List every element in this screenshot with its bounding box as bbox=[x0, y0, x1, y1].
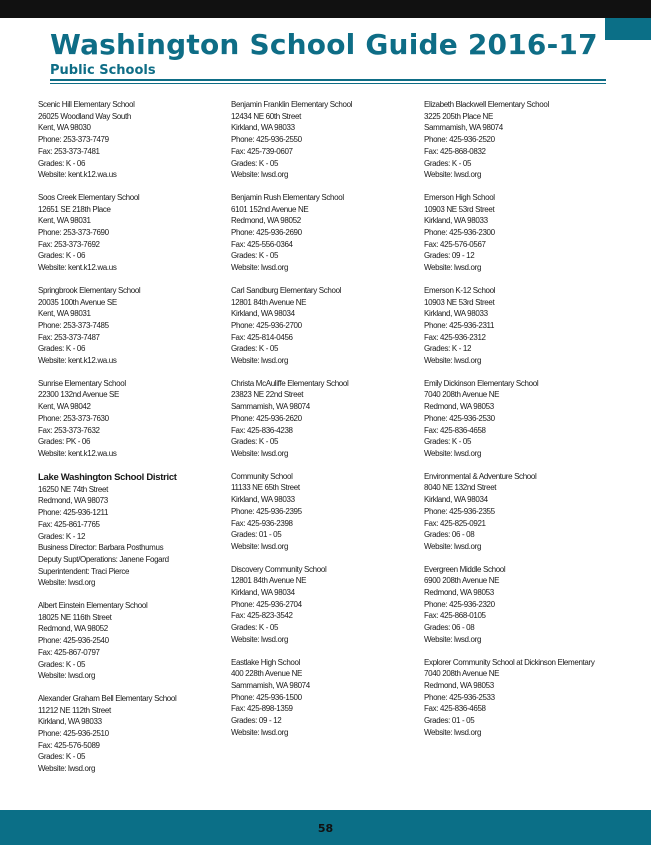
entry-detail-line: Grades: K - 12 bbox=[38, 531, 86, 541]
district-entry bbox=[38, 471, 228, 589]
school-entry bbox=[424, 99, 614, 181]
entry-detail-line: Website: lwsd.org bbox=[231, 170, 289, 180]
entry-detail-line: Redmond, WA 98053 bbox=[424, 680, 494, 690]
school-entry bbox=[231, 285, 421, 367]
entry-detail-line: Fax: 425-814-0456 bbox=[231, 332, 293, 342]
entry-detail-line: Redmond, WA 98052 bbox=[231, 216, 301, 226]
school-entry bbox=[424, 192, 614, 274]
entry-detail-line: Fax: 425-825-0921 bbox=[424, 518, 486, 528]
entry-detail-line: Kirkland, WA 98033 bbox=[424, 309, 488, 319]
entry-detail-line: Grades: K - 06 bbox=[38, 344, 86, 354]
entry-detail-line: 20035 100th Avenue SE bbox=[38, 297, 117, 307]
entry-detail-line: 7040 208th Avenue NE bbox=[424, 390, 500, 400]
entry-detail-line: Phone: 425-936-2530 bbox=[424, 413, 495, 423]
district-name: Lake Washington School District bbox=[38, 471, 177, 483]
school-name: Albert Einstein Elementary School bbox=[38, 601, 148, 611]
entry-detail-line: Kirkland, WA 98033 bbox=[38, 717, 102, 727]
entry-detail-line: Fax: 425-867-0797 bbox=[38, 647, 100, 657]
entry-detail-line: Kirkland, WA 98033 bbox=[231, 495, 295, 505]
listing-column-2 bbox=[231, 99, 421, 749]
entry-detail-line: Phone: 253-373-7485 bbox=[38, 320, 109, 330]
entry-detail-line: Fax: 425-836-4658 bbox=[424, 425, 486, 435]
entry-detail-line: 7040 208th Avenue NE bbox=[424, 669, 500, 679]
entry-detail-line: Grades: K - 05 bbox=[424, 158, 472, 168]
header-rule-thin bbox=[50, 83, 606, 84]
entry-detail-line: Kirkland, WA 98033 bbox=[424, 216, 488, 226]
entry-detail-line: Fax: 253-373-7632 bbox=[38, 425, 100, 435]
entry-detail-line: Fax: 253-373-7487 bbox=[38, 332, 100, 342]
school-entry bbox=[231, 564, 421, 646]
entry-detail-line: Grades: 01 - 05 bbox=[424, 716, 475, 726]
listing-column-3 bbox=[424, 99, 614, 749]
entry-detail-line: Website: lwsd.org bbox=[424, 541, 482, 551]
entry-detail-line: Superintendent: Traci Pierce bbox=[38, 566, 130, 576]
entry-detail-line: Phone: 253-373-7479 bbox=[38, 135, 109, 145]
entry-detail-line: Redmond, WA 98053 bbox=[424, 402, 494, 412]
entry-detail-line: Website: lwsd.org bbox=[231, 727, 289, 737]
entry-detail-line: 12801 84th Avenue NE bbox=[231, 576, 307, 586]
entry-detail-line: Phone: 425-936-2395 bbox=[231, 506, 302, 516]
entry-detail-line: Grades: K - 05 bbox=[424, 437, 472, 447]
entry-detail-line: Kent, WA 98042 bbox=[38, 402, 91, 412]
entry-detail-line: Phone: 425-936-2704 bbox=[231, 599, 302, 609]
school-name: Community School bbox=[231, 471, 293, 481]
entry-detail-line: Fax: 425-576-0567 bbox=[424, 239, 486, 249]
entry-detail-line: Website: lwsd.org bbox=[38, 764, 96, 774]
entry-detail-line: Website: lwsd.org bbox=[424, 170, 482, 180]
school-name: Carl Sandburg Elementary School bbox=[231, 285, 342, 295]
school-name: Soos Creek Elementary School bbox=[38, 192, 140, 202]
entry-detail-line: Grades: K - 05 bbox=[231, 437, 279, 447]
school-entry bbox=[231, 99, 421, 181]
entry-detail-line: Grades: K - 05 bbox=[38, 659, 86, 669]
school-entry bbox=[424, 471, 614, 553]
school-name: Benjamin Franklin Elementary School bbox=[231, 100, 353, 109]
entry-detail-line: Phone: 425-936-2311 bbox=[424, 320, 495, 330]
entry-detail-line: Kent, WA 98031 bbox=[38, 216, 91, 226]
entry-detail-line: 11212 NE 112th Street bbox=[38, 705, 111, 715]
entry-detail-line: 11133 NE 65th Street bbox=[231, 483, 300, 493]
entry-detail-line: Website: kent.k12.wa.us bbox=[38, 170, 117, 180]
entry-detail-line: Website: lwsd.org bbox=[424, 263, 482, 273]
school-entry bbox=[231, 192, 421, 274]
entry-detail-line: Business Director: Barbara Posthumus bbox=[38, 543, 164, 553]
entry-detail-line: Website: lwsd.org bbox=[231, 448, 289, 458]
entry-detail-line: Website: kent.k12.wa.us bbox=[38, 448, 117, 458]
top-accent-tab bbox=[605, 18, 651, 40]
entry-detail-line: Phone: 425-936-2510 bbox=[38, 729, 109, 739]
entry-detail-line: Website: kent.k12.wa.us bbox=[38, 263, 117, 273]
entry-detail-line: 10903 NE 53rd Street bbox=[424, 204, 495, 214]
school-entry bbox=[38, 192, 228, 274]
school-entry bbox=[38, 378, 228, 460]
entry-detail-line: 12434 NE 60th Street bbox=[231, 111, 301, 121]
school-entry bbox=[231, 657, 421, 739]
entry-detail-line: 6101 152nd Avenue NE bbox=[231, 204, 309, 214]
entry-detail-line: Kirkland, WA 98033 bbox=[231, 123, 295, 133]
entry-detail-line: Website: lwsd.org bbox=[38, 578, 96, 588]
entry-detail-line: Website: lwsd.org bbox=[38, 671, 96, 681]
school-entry bbox=[231, 471, 421, 553]
entry-detail-line: 10903 NE 53rd Street bbox=[424, 297, 495, 307]
entry-detail-line: Phone: 425-936-2300 bbox=[424, 228, 495, 238]
top-bar bbox=[0, 0, 651, 18]
school-name: Environmental & Adventure School bbox=[424, 471, 537, 481]
entry-detail-line: Fax: 425-898-1359 bbox=[231, 704, 293, 714]
entry-detail-line: Grades: K - 05 bbox=[231, 344, 279, 354]
entry-detail-line: Fax: 425-556-0364 bbox=[231, 239, 293, 249]
entry-detail-line: Sammamish, WA 98074 bbox=[231, 402, 310, 412]
entry-detail-line: Website: lwsd.org bbox=[424, 356, 482, 366]
entry-detail-line: Website: lwsd.org bbox=[424, 727, 482, 737]
school-name: Emily Dickinson Elementary School bbox=[424, 378, 539, 388]
entry-detail-line: Website: lwsd.org bbox=[231, 634, 289, 644]
school-name: Explorer Community School at Dickinson Elementary bbox=[424, 657, 595, 667]
entry-detail-line: Grades: 06 - 08 bbox=[424, 623, 475, 633]
entry-detail-line: Fax: 425-836-4658 bbox=[424, 704, 486, 714]
entry-detail-line: Fax: 425-823-3542 bbox=[231, 611, 293, 621]
entry-detail-line: 6900 208th Avenue NE bbox=[424, 576, 500, 586]
school-entry bbox=[424, 564, 614, 646]
entry-detail-line: Grades: K - 05 bbox=[231, 158, 279, 168]
school-name: Springbrook Elementary School bbox=[38, 285, 141, 295]
school-name: Elizabeth Blackwell Elementary School bbox=[424, 100, 549, 109]
school-name: Sunrise Elementary School bbox=[38, 378, 126, 388]
entry-detail-line: Grades: PK - 06 bbox=[38, 437, 91, 447]
school-entry bbox=[424, 378, 614, 460]
entry-detail-line: Website: kent.k12.wa.us bbox=[38, 356, 117, 366]
entry-detail-line: 18025 NE 116th Street bbox=[38, 612, 112, 622]
entry-detail-line: Kent, WA 98030 bbox=[38, 123, 91, 133]
entry-detail-line: Phone: 425-936-2320 bbox=[424, 599, 495, 609]
entry-detail-line: 23823 NE 22nd Street bbox=[231, 390, 304, 400]
school-entry bbox=[38, 99, 228, 181]
school-entry bbox=[424, 285, 614, 367]
entry-detail-line: Phone: 425-936-2540 bbox=[38, 636, 109, 646]
entry-detail-line: Sammamish, WA 98074 bbox=[231, 680, 310, 690]
entry-detail-line: Grades: 09 - 12 bbox=[231, 716, 282, 726]
entry-detail-line: Grades: 06 - 08 bbox=[424, 530, 475, 540]
school-name: Emerson K-12 School bbox=[424, 285, 496, 295]
entry-detail-line: Phone: 425-936-2520 bbox=[424, 135, 495, 145]
school-name: Benjamin Rush Elementary School bbox=[231, 192, 344, 202]
entry-detail-line: 22300 132nd Avenue SE bbox=[38, 390, 120, 400]
entry-detail-line: Phone: 425-936-2533 bbox=[424, 692, 495, 702]
entry-detail-line: 16250 NE 74th Street bbox=[38, 484, 108, 494]
entry-detail-line: Phone: 425-936-2690 bbox=[231, 228, 302, 238]
page-title: Washington School Guide 2016-17 bbox=[50, 28, 598, 61]
entry-detail-line: Kirkland, WA 98034 bbox=[231, 588, 295, 598]
entry-detail-line: Deputy Supt/Operations: Janene Fogard bbox=[38, 554, 169, 564]
entry-detail-line: Fax: 425-868-0105 bbox=[424, 611, 486, 621]
entry-detail-line: 400 228th Avenue NE bbox=[231, 669, 303, 679]
entry-detail-line: Grades: K - 05 bbox=[38, 752, 86, 762]
entry-detail-line: 3225 205th Place NE bbox=[424, 111, 493, 121]
listing-column-1 bbox=[38, 99, 228, 786]
entry-detail-line: Phone: 425-936-2620 bbox=[231, 413, 302, 423]
entry-detail-line: Grades: K - 06 bbox=[38, 251, 86, 261]
entry-detail-line: Fax: 425-936-2312 bbox=[424, 332, 486, 342]
school-name: Christa McAuliffe Elementary School bbox=[231, 378, 349, 388]
school-entry bbox=[38, 600, 228, 682]
entry-detail-line: Grades: 01 - 05 bbox=[231, 530, 282, 540]
entry-detail-line: Redmond, WA 98053 bbox=[424, 588, 494, 598]
entry-detail-line: 12651 SE 218th Place bbox=[38, 204, 111, 214]
entry-detail-line: 26025 Woodland Way South bbox=[38, 111, 132, 121]
entry-detail-line: Redmond, WA 98073 bbox=[38, 496, 108, 506]
entry-detail-line: Redmond, WA 98052 bbox=[38, 624, 108, 634]
entry-detail-line: Grades: K - 05 bbox=[231, 623, 279, 633]
entry-detail-line: Website: lwsd.org bbox=[231, 541, 289, 551]
entry-detail-line: Website: lwsd.org bbox=[231, 263, 289, 273]
entry-detail-line: Phone: 425-936-2700 bbox=[231, 320, 302, 330]
school-name: Eastlake High School bbox=[231, 657, 301, 667]
entry-detail-line: 12801 84th Avenue NE bbox=[231, 297, 307, 307]
entry-detail-line: Fax: 253-373-7692 bbox=[38, 239, 100, 249]
entry-detail-line: Fax: 425-576-5089 bbox=[38, 740, 100, 750]
school-entry bbox=[38, 693, 228, 775]
entry-detail-line: Fax: 425-836-4238 bbox=[231, 425, 293, 435]
entry-detail-line: Fax: 425-739-0607 bbox=[231, 146, 293, 156]
entry-detail-line: Website: lwsd.org bbox=[231, 356, 289, 366]
school-name: Discovery Community School bbox=[231, 564, 327, 574]
entry-detail-line: Kent, WA 98031 bbox=[38, 309, 91, 319]
school-entry bbox=[38, 285, 228, 367]
entry-detail-line: Phone: 425-936-2355 bbox=[424, 506, 495, 516]
entry-detail-line: Phone: 425-936-2550 bbox=[231, 135, 302, 145]
entry-detail-line: Grades: K - 06 bbox=[38, 158, 86, 168]
entry-detail-line: Kirkland, WA 98034 bbox=[424, 495, 488, 505]
school-name: Evergreen Middle School bbox=[424, 564, 506, 574]
school-name: Scenic Hill Elementary School bbox=[38, 100, 135, 109]
entry-detail-line: Kirkland, WA 98034 bbox=[231, 309, 295, 319]
school-entry bbox=[424, 657, 614, 739]
entry-detail-line: Fax: 425-868-0832 bbox=[424, 146, 486, 156]
school-entry bbox=[231, 378, 421, 460]
entry-detail-line: 8040 NE 132nd Street bbox=[424, 483, 497, 493]
entry-detail-line: Phone: 253-373-7690 bbox=[38, 228, 109, 238]
school-name: Emerson High School bbox=[424, 192, 495, 202]
entry-detail-line: Phone: 425-936-1211 bbox=[38, 508, 109, 518]
entry-detail-line: Phone: 253-373-7630 bbox=[38, 413, 109, 423]
header-rule bbox=[50, 79, 606, 81]
school-name: Alexander Graham Bell Elementary School bbox=[38, 693, 177, 703]
section-subtitle: Public Schools bbox=[50, 63, 156, 78]
entry-detail-line: Fax: 425-936-2398 bbox=[231, 518, 293, 528]
page-number: 58 bbox=[317, 822, 334, 835]
entry-detail-line: Website: lwsd.org bbox=[424, 634, 482, 644]
entry-detail-line: Fax: 425-861-7765 bbox=[38, 519, 100, 529]
entry-detail-line: Website: lwsd.org bbox=[424, 448, 482, 458]
entry-detail-line: Grades: K - 05 bbox=[231, 251, 279, 261]
entry-detail-line: Phone: 425-936-1500 bbox=[231, 692, 302, 702]
entry-detail-line: Fax: 253-373-7481 bbox=[38, 146, 100, 156]
entry-detail-line: Sammamish, WA 98074 bbox=[424, 123, 503, 133]
entry-detail-line: Grades: K - 12 bbox=[424, 344, 472, 354]
entry-detail-line: Grades: 09 - 12 bbox=[424, 251, 475, 261]
